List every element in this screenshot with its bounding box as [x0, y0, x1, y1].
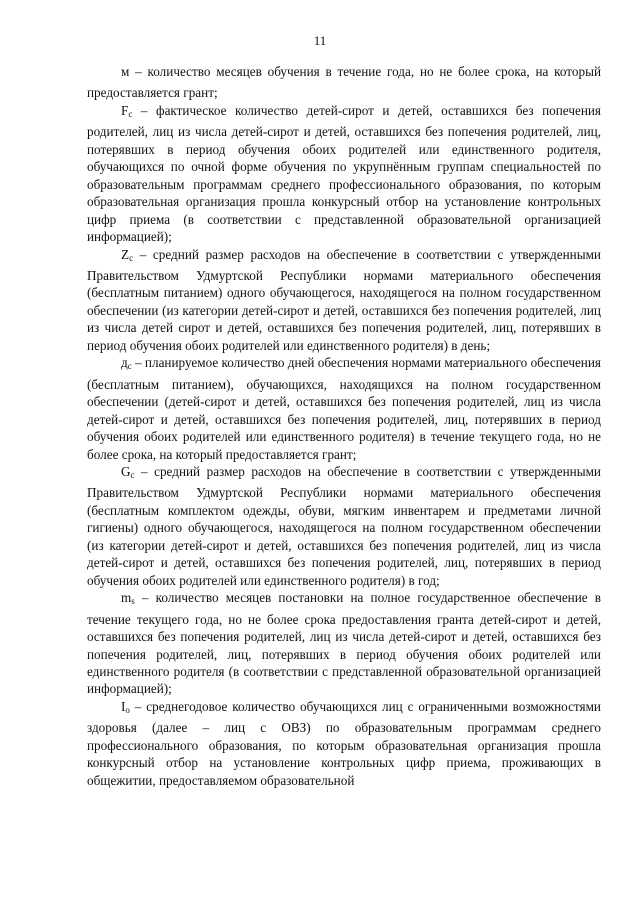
- page-body: [87, 63, 601, 789]
- formula-subscript: o: [125, 704, 130, 715]
- paragraph-text: – средний размер расходов на обеспечение в соответствии с утвержденными Правительством Удмуртской Республики нормами материального обеспечения (бесплатным комплектом одежды, обуви, мягким инвентарем и предметами личной гигиены) одного обучающегося, находящегося на полном государственном обеспечении (из категории детей-сирот и детей, оставшихся без попечения родителей, лиц из числа детей-сирот и детей, оставшихся без попечения родителей, лиц, потерявших в период обучения обоих родителей или единственного родителя) в год;: [87, 463, 601, 588]
- formula-subscript: c: [130, 469, 135, 480]
- page-number: 11: [313, 33, 327, 48]
- formula-subscript: c: [127, 361, 132, 372]
- paragraph-io: [87, 698, 601, 789]
- formula-subscript: c: [128, 108, 133, 119]
- paragraph-text: – среднегодовое количество обучающихся лиц с ограниченными возможностями здоровья (далее – лиц с ОВЗ) по образовательным программам среднего профессионального образования, по которым образовательная организация прошла конкурсный отбор на установление контрольных цифр приема, проживающих в общежитии, предоставляемом образовательной: [87, 698, 601, 788]
- formula-subscript: s: [131, 596, 135, 607]
- paragraph-text: – количество месяцев постановки на полное государственное обеспечение в течение текущего года, но не более срока предоставления гранта детей-сирот и детей, оставшихся без попечения родителей, лиц из числа детей-сирот и детей, оставшихся без попечения родителей, лиц, потерявших в период обучения обоих родителей или единственного родителя (в соответствии с представленной образовательной организацией информацией);: [87, 590, 601, 697]
- formula-symbol: F: [121, 102, 129, 118]
- paragraph-text: – фактическое количество детей-сирот и детей, оставшихся без попечения родителей, лиц из числа детей-сирот и детей, оставшихся без попечения родителей, лиц, потерявших в период обучения обоих родителей или единственного родителя, обучающихся по очной форме обучения по укрупнённым группам специальностей по образовательным программам среднего профессионального образования, по которым образовательная организация прошла конкурсный отбор на установление контрольных цифр приема (в соответствии с представленной образовательной организацией информацией);: [87, 102, 601, 245]
- formula-symbol: д: [121, 355, 128, 371]
- formula-subscript: c: [129, 252, 134, 263]
- formula-symbol: G: [121, 463, 131, 479]
- paragraph-fc: [87, 102, 601, 246]
- paragraph-m: [87, 63, 601, 102]
- paragraph-text: – количество месяцев обучения в течение года, но не более срока, на который предоставляется грант;: [87, 64, 601, 101]
- paragraph-gc: [87, 463, 601, 589]
- paragraph-ms: [87, 589, 601, 698]
- formula-symbol: м: [121, 64, 130, 79]
- paragraph-text: – средний размер расходов на обеспечение в соответствии с утвержденными Правительством Удмуртской Республики нормами материального обеспечения (бесплатным питанием) одного обучающегося, находящегося на полном государственном обеспечении (из категории детей-сирот и детей, оставшихся без попечения родителей, лиц из числа детей сирот и детей, оставшихся без попечения родителей, лиц, потерявших в период обучения обоих родителей или единственного родителя) в день;: [87, 246, 601, 353]
- paragraph-zc: [87, 246, 601, 355]
- paragraph-dc: [87, 354, 601, 463]
- formula-symbol: I: [121, 698, 126, 714]
- paragraph-text: – планируемое количество дней обеспечения нормами материального обеспечения (бесплатным питанием), обучающихся, находящихся на полном государственном обеспечении (детей-сирот и детей, оставшихся без попечения родителей, лиц из числа детей-сирот и детей, оставшихся без попечения родителей, лиц, потерявших в период обучения обоих родителей или единственного родителя) в течение текущего года, но не более срока, на который предоставляется грант;: [87, 355, 601, 462]
- formula-symbol: Z: [121, 246, 130, 262]
- formula-symbol: m: [121, 590, 132, 606]
